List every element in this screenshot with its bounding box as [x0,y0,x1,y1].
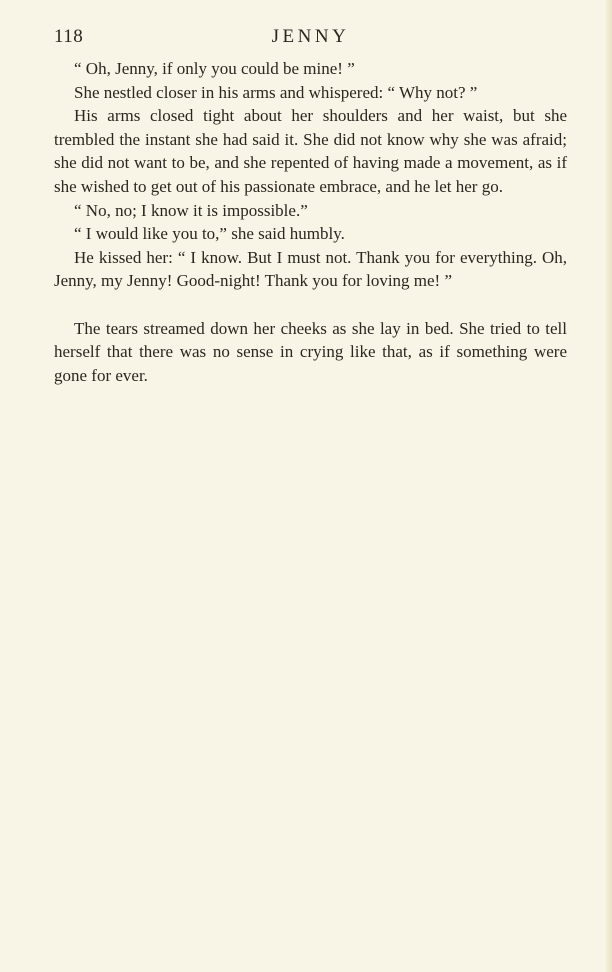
paragraph: He kissed her: “ I know. But I must not. Thank you for everything. Oh, Jenny, my Jenny! Good-night! Thank you for loving me! ” [54,247,567,291]
running-head: JENNY [271,26,350,47]
page-edge [606,0,612,972]
paragraph: “ Oh, Jenny, if only you could be mine! ” [74,59,355,78]
page-header [54,26,567,50]
paragraph: “ No, no; I know it is impossible.” [74,200,308,220]
page-number: 118 [54,26,84,47]
paragraph: “ I would like you to,” she said humbly. [74,224,345,244]
paragraph: She nestled closer in his arms and whispered: “ Why not? ” [74,82,478,102]
paragraph: The tears streamed down her cheeks as she lay in bed. She tried to tell herself that there was no sense in crying like that, as if something were gone for ever. [54,318,567,385]
paragraph: His arms closed tight about her shoulders and her waist, but she trembled the instant she had said it. She did not know why she was afraid; she did not want to be, and she repented of having made a movement, as if she wished to get out of his passionate embrace, and he let her go. [54,106,567,196]
body-text [54,57,567,387]
